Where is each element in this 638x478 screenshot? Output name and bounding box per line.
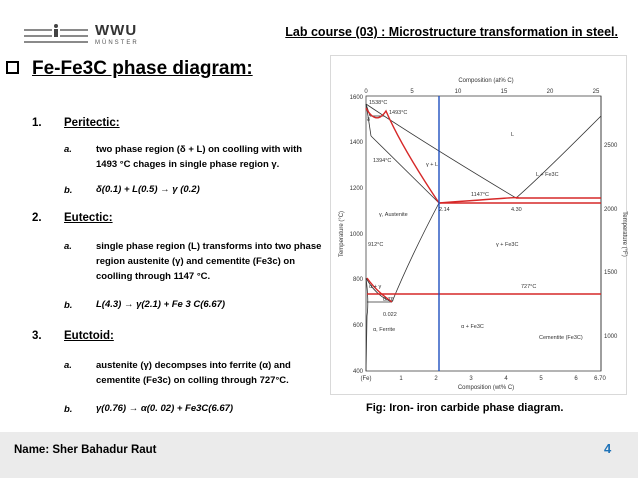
- bottom-tick: 6.70: [594, 376, 606, 382]
- left-axis-ticks: [350, 95, 364, 375]
- left-tick: 400: [352, 369, 363, 375]
- top-tick: 25: [592, 89, 600, 95]
- right-axis-label: Temperature (°F): [621, 211, 627, 257]
- top-tick: 5: [410, 89, 414, 95]
- bottom-tick: 2: [434, 376, 438, 382]
- item-label: a.: [64, 144, 72, 155]
- right-tick: 2500: [604, 143, 618, 149]
- temp-label: 727°C: [521, 284, 537, 290]
- logo-name: WWU: [95, 22, 138, 39]
- left-tick: 1200: [349, 186, 363, 192]
- item-text: two phase region (δ + L) on coolling with with 1493 °C chages in single phase region γ.: [96, 144, 303, 170]
- page-number: 4: [604, 441, 612, 456]
- right-tick: 1000: [604, 334, 618, 340]
- phase-label: L + Fe3C: [536, 172, 559, 178]
- section-heading-eutectic: Eutectic:: [64, 212, 113, 224]
- section-heading-eutectoid: Eutctoid:: [64, 330, 114, 342]
- eutectoid-reaction: γ(0.76) → α(0. 02) + Fe3C(6.67): [96, 403, 234, 414]
- item-label: b.: [64, 300, 73, 311]
- item-text: austenite (γ) decompses into ferrite (α) and cementite (Fe3c) on colling through 727°C.: [96, 360, 291, 386]
- figure-caption: Fig: Iron- iron carbide phase diagram.: [366, 402, 564, 414]
- phase-label: γ + L: [426, 162, 439, 168]
- composition-label: 0.76: [383, 297, 394, 303]
- section-number: 2.: [32, 212, 42, 224]
- section-number: 3.: [32, 330, 42, 342]
- phase-label: α + γ: [369, 284, 382, 290]
- temp-label: 1538°C: [369, 100, 388, 106]
- bottom-tick: 5: [539, 376, 543, 382]
- composition-label: 0.022: [383, 312, 397, 318]
- phase-label: L: [511, 132, 515, 138]
- top-tick: 20: [546, 89, 554, 95]
- left-tick: 1600: [349, 95, 363, 101]
- logo-subtitle: MÜNSTER: [95, 40, 139, 46]
- left-tick: 600: [352, 323, 363, 329]
- right-tick: 2000: [604, 207, 618, 213]
- section-number: 1.: [32, 117, 42, 129]
- phase-diagram-svg: [331, 56, 628, 396]
- bottom-tick: 3: [469, 376, 473, 382]
- left-axis-label: Temperature (°C): [339, 210, 345, 258]
- phase-label: Cementite (Fe3C): [539, 335, 583, 341]
- item-label: b.: [64, 404, 73, 415]
- left-tick: 1400: [349, 140, 363, 146]
- top-axis-ticks: [364, 89, 600, 95]
- section-heading-peritectic: Peritectic:: [64, 117, 120, 129]
- bottom-axis-ticks: [361, 376, 607, 382]
- temp-label: 1394°C: [373, 158, 392, 164]
- left-tick: 800: [352, 277, 363, 283]
- top-tick: 10: [454, 89, 462, 95]
- composition-label: 2.14: [439, 207, 450, 213]
- top-tick: 15: [500, 89, 508, 95]
- bottom-axis-label: Composition (wt% C): [457, 385, 515, 391]
- eutectic-reaction: L(4.3) → γ(2.1) + Fe 3 C(6.67): [96, 299, 226, 310]
- bottom-tick: 6: [574, 376, 578, 382]
- item-label: b.: [64, 185, 73, 196]
- phase-label: α, Ferrite: [373, 327, 396, 333]
- temp-label: 1493°C: [389, 110, 408, 116]
- peritectic-reaction: δ(0.1) + L(0.5) → γ (0.2): [96, 184, 200, 195]
- bottom-tick: (Fe): [360, 376, 372, 382]
- university-logo: [22, 20, 90, 50]
- item-label: a.: [64, 360, 72, 371]
- bottom-tick: 1: [399, 376, 403, 382]
- temp-label: 1147°C: [471, 192, 489, 198]
- item-text: single phase region (L) transforms into two phase region austenite (γ) and cementite (Fe3c) on coolling through 1147 °C.: [96, 241, 322, 282]
- lab-course-title: Lab course (03) : Microstructure transformation in steel.: [285, 25, 618, 39]
- checkbox-bullet-icon: [6, 61, 19, 74]
- left-tick: 1000: [349, 232, 363, 238]
- phase-label: γ, Austenite: [379, 212, 408, 218]
- right-axis-ticks: [604, 143, 618, 340]
- bottom-tick: 4: [504, 376, 508, 382]
- top-tick: 0: [364, 89, 368, 95]
- phase-label: α + Fe3C: [461, 324, 484, 330]
- temp-label: 912°C: [368, 242, 384, 248]
- phase-label: δ: [367, 117, 371, 123]
- composition-label: 4.30: [511, 207, 522, 213]
- phase-diagram: [330, 55, 627, 395]
- top-axis-label: Composition (at% C): [458, 78, 514, 84]
- author-name: Name: Sher Bahadur Raut: [14, 444, 157, 456]
- phase-label: γ + Fe3C: [496, 242, 519, 248]
- right-tick: 1500: [604, 270, 618, 276]
- page-title: Fe-Fe3C phase diagram:: [32, 58, 253, 79]
- item-label: a.: [64, 241, 72, 252]
